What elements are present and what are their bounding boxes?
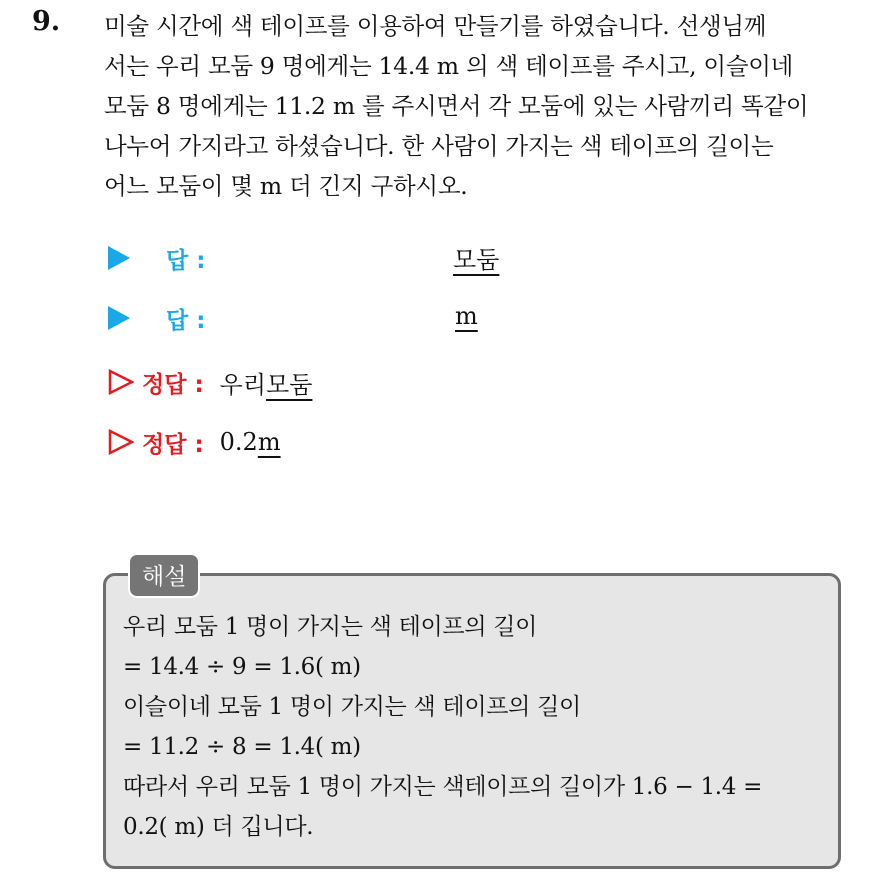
solution-line: = 14.4 ÷ 9 = 1.6( m) bbox=[123, 654, 361, 680]
outline-triangle-icon bbox=[108, 429, 134, 455]
answer-row-2 bbox=[108, 298, 205, 338]
solution-line: 우리 모둠 1 명이 가지는 색 테이프의 길이 bbox=[123, 614, 538, 640]
question-line: 미술 시간에 색 테이프를 이용하여 만들기를 하였습니다. 선생님께 bbox=[104, 12, 767, 40]
question-line: 모둠 8 명에게는 11.2 m 를 주시면서 각 모둠에 있는 사람끼리 똑같이 bbox=[104, 92, 809, 120]
question-number: 9. bbox=[32, 6, 61, 37]
answer-label: 답 : bbox=[166, 307, 206, 334]
solution-tag: 해설 bbox=[128, 553, 200, 598]
solution-text bbox=[123, 607, 833, 847]
answer-unit: 모둠 bbox=[453, 246, 500, 274]
correct-answer-unit: 모둠 bbox=[266, 370, 313, 399]
solution-line: = 11.2 ÷ 8 = 1.4( m) bbox=[123, 734, 361, 760]
answer-label: 답 : bbox=[166, 247, 206, 274]
question-text bbox=[104, 6, 864, 206]
correct-answer-row-2 bbox=[108, 422, 281, 462]
play-triangle-icon bbox=[108, 246, 130, 270]
answer-row-1 bbox=[108, 238, 205, 278]
solution-line: 따라서 우리 모둠 1 명이 가지는 색테이프의 길이가 1.6 − 1.4 = bbox=[123, 774, 763, 800]
correct-answer-label: 정답 : bbox=[142, 431, 204, 458]
correct-answer-value bbox=[220, 428, 281, 456]
question-line: 나누어 가지라고 하셨습니다. 한 사람이 가지는 색 테이프의 길이는 bbox=[104, 132, 774, 160]
correct-answer-value bbox=[220, 365, 313, 400]
play-triangle-icon bbox=[108, 306, 130, 330]
correct-answer-prefix: 0.2 bbox=[219, 428, 258, 456]
correct-answer-row-1 bbox=[108, 362, 312, 402]
correct-answer-label: 정답 : bbox=[142, 371, 204, 398]
question-line: 서는 우리 모둠 9 명에게는 14.4 m 의 색 테이프를 주시고, 이슬이네 bbox=[104, 52, 794, 80]
question-line: 어느 모둠이 몇 m 더 긴지 구하시오. bbox=[104, 172, 468, 200]
solution-line: 0.2( m) 더 깁니다. bbox=[123, 814, 314, 840]
solution-line: 이슬이네 모둠 1 명이 가지는 색 테이프의 길이 bbox=[123, 694, 581, 720]
correct-answer-prefix: 우리 bbox=[219, 370, 267, 399]
answer-unit: m bbox=[455, 302, 478, 330]
correct-answer-unit: m bbox=[257, 428, 281, 456]
outline-triangle-icon bbox=[108, 369, 134, 395]
